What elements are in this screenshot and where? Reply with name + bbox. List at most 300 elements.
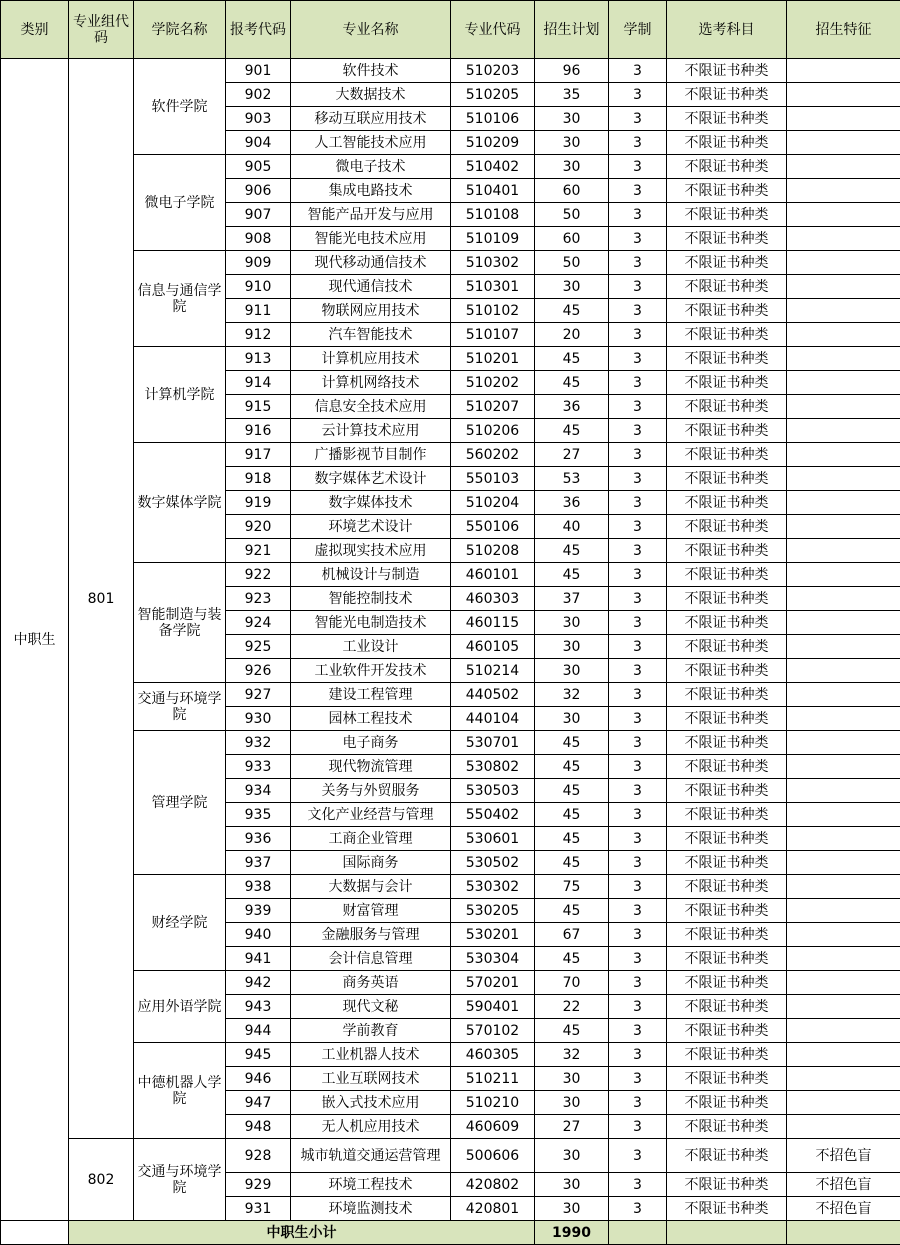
table-row xyxy=(1,563,900,587)
duration-cell: 3 xyxy=(609,443,667,467)
major-name-cell: 计算机应用技术 xyxy=(291,347,451,371)
feature-cell xyxy=(787,851,900,875)
apply-code-cell: 936 xyxy=(226,827,291,851)
duration-cell: 3 xyxy=(609,851,667,875)
subjects-cell: 不限证书种类 xyxy=(667,683,787,707)
subtotal-label: 中职生小计 xyxy=(69,1221,535,1245)
apply-code-cell: 922 xyxy=(226,563,291,587)
duration-cell: 3 xyxy=(609,683,667,707)
subjects-cell: 不限证书种类 xyxy=(667,299,787,323)
major-name-cell: 文化产业经营与管理 xyxy=(291,803,451,827)
major-code-cell: 510203 xyxy=(451,59,535,83)
major-name-cell: 移动互联应用技术 xyxy=(291,107,451,131)
subjects-cell: 不限证书种类 xyxy=(667,251,787,275)
subjects-cell: 不限证书种类 xyxy=(667,1091,787,1115)
subjects-cell: 不限证书种类 xyxy=(667,155,787,179)
feature-cell: 不招色盲 xyxy=(787,1197,900,1221)
plan-cell: 45 xyxy=(535,1019,609,1043)
header-major-code: 专业代码 xyxy=(451,1,535,59)
feature-cell xyxy=(787,1067,900,1091)
major-code-cell: 570201 xyxy=(451,971,535,995)
apply-code-cell: 909 xyxy=(226,251,291,275)
table-body xyxy=(1,59,900,1245)
duration-cell: 3 xyxy=(609,1043,667,1067)
subjects-cell: 不限证书种类 xyxy=(667,371,787,395)
plan-cell: 45 xyxy=(535,947,609,971)
header-row xyxy=(1,1,900,59)
duration-cell: 3 xyxy=(609,923,667,947)
major-name-cell: 现代文秘 xyxy=(291,995,451,1019)
header-feature: 招生特征 xyxy=(787,1,900,59)
feature-cell xyxy=(787,563,900,587)
subjects-cell: 不限证书种类 xyxy=(667,971,787,995)
major-code-cell: 550103 xyxy=(451,467,535,491)
apply-code-cell: 927 xyxy=(226,683,291,707)
duration-cell: 3 xyxy=(609,227,667,251)
plan-cell: 32 xyxy=(535,1043,609,1067)
college-name-cell: 应用外语学院 xyxy=(134,971,226,1043)
plan-cell: 45 xyxy=(535,755,609,779)
apply-code-cell: 911 xyxy=(226,299,291,323)
subjects-cell: 不限证书种类 xyxy=(667,1173,787,1197)
apply-code-cell: 941 xyxy=(226,947,291,971)
plan-cell: 30 xyxy=(535,131,609,155)
subjects-cell: 不限证书种类 xyxy=(667,347,787,371)
subjects-cell: 不限证书种类 xyxy=(667,419,787,443)
subjects-cell: 不限证书种类 xyxy=(667,779,787,803)
major-name-cell: 工业软件开发技术 xyxy=(291,659,451,683)
apply-code-cell: 931 xyxy=(226,1197,291,1221)
duration-cell: 3 xyxy=(609,299,667,323)
subjects-cell: 不限证书种类 xyxy=(667,275,787,299)
major-name-cell: 集成电路技术 xyxy=(291,179,451,203)
major-name-cell: 工业设计 xyxy=(291,635,451,659)
major-code-cell: 510206 xyxy=(451,419,535,443)
feature-cell xyxy=(787,683,900,707)
college-name-cell: 中德机器人学院 xyxy=(134,1043,226,1139)
duration-cell: 3 xyxy=(609,323,667,347)
plan-cell: 45 xyxy=(535,539,609,563)
duration-cell: 3 xyxy=(609,611,667,635)
plan-cell: 75 xyxy=(535,875,609,899)
major-name-cell: 建设工程管理 xyxy=(291,683,451,707)
major-code-cell: 440502 xyxy=(451,683,535,707)
plan-cell: 50 xyxy=(535,203,609,227)
major-code-cell: 510211 xyxy=(451,1067,535,1091)
duration-cell: 3 xyxy=(609,971,667,995)
major-name-cell: 数字媒体技术 xyxy=(291,491,451,515)
major-name-cell: 大数据与会计 xyxy=(291,875,451,899)
subjects-cell: 不限证书种类 xyxy=(667,875,787,899)
major-code-cell: 510209 xyxy=(451,131,535,155)
plan-cell: 45 xyxy=(535,299,609,323)
subjects-cell: 不限证书种类 xyxy=(667,1115,787,1139)
feature-cell xyxy=(787,467,900,491)
feature-cell xyxy=(787,59,900,83)
major-code-cell: 440104 xyxy=(451,707,535,731)
major-code-cell: 530601 xyxy=(451,827,535,851)
plan-cell: 45 xyxy=(535,419,609,443)
subjects-cell: 不限证书种类 xyxy=(667,635,787,659)
duration-cell: 3 xyxy=(609,995,667,1019)
subjects-cell: 不限证书种类 xyxy=(667,395,787,419)
feature-cell xyxy=(787,1115,900,1139)
subjects-cell: 不限证书种类 xyxy=(667,323,787,347)
feature-cell xyxy=(787,539,900,563)
plan-cell: 30 xyxy=(535,659,609,683)
subjects-cell: 不限证书种类 xyxy=(667,899,787,923)
duration-cell: 3 xyxy=(609,275,667,299)
major-code-cell: 530502 xyxy=(451,851,535,875)
table-row xyxy=(1,1043,900,1067)
major-name-cell: 云计算技术应用 xyxy=(291,419,451,443)
apply-code-cell: 920 xyxy=(226,515,291,539)
duration-cell: 3 xyxy=(609,131,667,155)
subjects-cell: 不限证书种类 xyxy=(667,131,787,155)
plan-cell: 35 xyxy=(535,83,609,107)
subjects-cell: 不限证书种类 xyxy=(667,203,787,227)
feature-cell xyxy=(787,515,900,539)
plan-cell: 45 xyxy=(535,899,609,923)
feature-cell xyxy=(787,587,900,611)
subtotal-empty-cell xyxy=(787,1221,900,1245)
apply-code-cell: 906 xyxy=(226,179,291,203)
feature-cell xyxy=(787,227,900,251)
subtotal-empty-cell xyxy=(667,1221,787,1245)
plan-cell: 30 xyxy=(535,107,609,131)
plan-cell: 53 xyxy=(535,467,609,491)
plan-cell: 30 xyxy=(535,611,609,635)
subjects-cell: 不限证书种类 xyxy=(667,1019,787,1043)
apply-code-cell: 930 xyxy=(226,707,291,731)
table-row xyxy=(1,59,900,83)
major-name-cell: 大数据技术 xyxy=(291,83,451,107)
major-name-cell: 学前教育 xyxy=(291,1019,451,1043)
apply-code-cell: 908 xyxy=(226,227,291,251)
apply-code-cell: 945 xyxy=(226,1043,291,1067)
plan-cell: 60 xyxy=(535,179,609,203)
major-code-cell: 510204 xyxy=(451,491,535,515)
major-name-cell: 工业机器人技术 xyxy=(291,1043,451,1067)
feature-cell xyxy=(787,731,900,755)
duration-cell: 3 xyxy=(609,875,667,899)
college-name-cell: 智能制造与装备学院 xyxy=(134,563,226,683)
plan-cell: 20 xyxy=(535,323,609,347)
major-name-cell: 机械设计与制造 xyxy=(291,563,451,587)
plan-cell: 27 xyxy=(535,1115,609,1139)
feature-cell xyxy=(787,995,900,1019)
major-name-cell: 工业互联网技术 xyxy=(291,1067,451,1091)
major-name-cell: 国际商务 xyxy=(291,851,451,875)
duration-cell: 3 xyxy=(609,539,667,563)
subjects-cell: 不限证书种类 xyxy=(667,611,787,635)
header-major: 专业名称 xyxy=(291,1,451,59)
apply-code-cell: 944 xyxy=(226,1019,291,1043)
major-code-cell: 460303 xyxy=(451,587,535,611)
feature-cell xyxy=(787,323,900,347)
duration-cell: 3 xyxy=(609,1197,667,1221)
major-name-cell: 会计信息管理 xyxy=(291,947,451,971)
feature-cell xyxy=(787,635,900,659)
major-name-cell: 商务英语 xyxy=(291,971,451,995)
plan-cell: 36 xyxy=(535,395,609,419)
header-duration: 学制 xyxy=(609,1,667,59)
plan-cell: 96 xyxy=(535,59,609,83)
feature-cell xyxy=(787,179,900,203)
major-name-cell: 智能光电技术应用 xyxy=(291,227,451,251)
group-code-cell: 802 xyxy=(69,1139,134,1221)
plan-cell: 45 xyxy=(535,779,609,803)
major-code-cell: 510107 xyxy=(451,323,535,347)
duration-cell: 3 xyxy=(609,635,667,659)
plan-cell: 22 xyxy=(535,995,609,1019)
plan-cell: 30 xyxy=(535,1067,609,1091)
major-name-cell: 关务与外贸服务 xyxy=(291,779,451,803)
duration-cell: 3 xyxy=(609,1173,667,1197)
plan-cell: 30 xyxy=(535,635,609,659)
plan-cell: 45 xyxy=(535,803,609,827)
apply-code-cell: 903 xyxy=(226,107,291,131)
duration-cell: 3 xyxy=(609,1139,667,1173)
subjects-cell: 不限证书种类 xyxy=(667,587,787,611)
feature-cell xyxy=(787,899,900,923)
college-name-cell: 交通与环境学院 xyxy=(134,1139,226,1221)
major-code-cell: 570102 xyxy=(451,1019,535,1043)
major-code-cell: 420801 xyxy=(451,1197,535,1221)
apply-code-cell: 919 xyxy=(226,491,291,515)
major-name-cell: 城市轨道交通运营管理 xyxy=(291,1139,451,1173)
major-code-cell: 510301 xyxy=(451,275,535,299)
apply-code-cell: 937 xyxy=(226,851,291,875)
duration-cell: 3 xyxy=(609,203,667,227)
major-name-cell: 现代物流管理 xyxy=(291,755,451,779)
major-name-cell: 环境工程技术 xyxy=(291,1173,451,1197)
subtotal-value: 1990 xyxy=(535,1221,609,1245)
feature-cell xyxy=(787,923,900,947)
feature-cell xyxy=(787,275,900,299)
major-code-cell: 460115 xyxy=(451,611,535,635)
major-name-cell: 汽车智能技术 xyxy=(291,323,451,347)
feature-cell xyxy=(787,803,900,827)
major-code-cell: 530205 xyxy=(451,899,535,923)
duration-cell: 3 xyxy=(609,491,667,515)
major-code-cell: 460609 xyxy=(451,1115,535,1139)
subtotal-empty-cell xyxy=(609,1221,667,1245)
major-name-cell: 工商企业管理 xyxy=(291,827,451,851)
apply-code-cell: 912 xyxy=(226,323,291,347)
college-name-cell: 微电子学院 xyxy=(134,155,226,251)
major-name-cell: 环境艺术设计 xyxy=(291,515,451,539)
plan-cell: 70 xyxy=(535,971,609,995)
major-code-cell: 500606 xyxy=(451,1139,535,1173)
major-code-cell: 530701 xyxy=(451,731,535,755)
subjects-cell: 不限证书种类 xyxy=(667,923,787,947)
duration-cell: 3 xyxy=(609,59,667,83)
duration-cell: 3 xyxy=(609,755,667,779)
subjects-cell: 不限证书种类 xyxy=(667,443,787,467)
major-name-cell: 信息安全技术应用 xyxy=(291,395,451,419)
major-name-cell: 财富管理 xyxy=(291,899,451,923)
subjects-cell: 不限证书种类 xyxy=(667,659,787,683)
major-code-cell: 530304 xyxy=(451,947,535,971)
duration-cell: 3 xyxy=(609,107,667,131)
major-name-cell: 软件技术 xyxy=(291,59,451,83)
major-code-cell: 530503 xyxy=(451,779,535,803)
subjects-cell: 不限证书种类 xyxy=(667,539,787,563)
subjects-cell: 不限证书种类 xyxy=(667,83,787,107)
header-group-code: 专业组代码 xyxy=(69,1,134,59)
feature-cell xyxy=(787,827,900,851)
subjects-cell: 不限证书种类 xyxy=(667,179,787,203)
duration-cell: 3 xyxy=(609,419,667,443)
subjects-cell: 不限证书种类 xyxy=(667,947,787,971)
plan-cell: 50 xyxy=(535,251,609,275)
duration-cell: 3 xyxy=(609,707,667,731)
major-name-cell: 人工智能技术应用 xyxy=(291,131,451,155)
plan-cell: 36 xyxy=(535,491,609,515)
major-code-cell: 510401 xyxy=(451,179,535,203)
apply-code-cell: 926 xyxy=(226,659,291,683)
table-row xyxy=(1,443,900,467)
subtotal-spacer xyxy=(1,1221,69,1245)
apply-code-cell: 935 xyxy=(226,803,291,827)
feature-cell xyxy=(787,707,900,731)
duration-cell: 3 xyxy=(609,1019,667,1043)
apply-code-cell: 948 xyxy=(226,1115,291,1139)
duration-cell: 3 xyxy=(609,1115,667,1139)
feature-cell xyxy=(787,299,900,323)
header-apply-code: 报考代码 xyxy=(226,1,291,59)
apply-code-cell: 921 xyxy=(226,539,291,563)
plan-cell: 30 xyxy=(535,155,609,179)
header-category: 类别 xyxy=(1,1,69,59)
major-code-cell: 510202 xyxy=(451,371,535,395)
major-name-cell: 广播影视节目制作 xyxy=(291,443,451,467)
feature-cell xyxy=(787,419,900,443)
plan-cell: 30 xyxy=(535,275,609,299)
feature-cell xyxy=(787,755,900,779)
subtotal-row xyxy=(1,1221,900,1245)
major-name-cell: 微电子技术 xyxy=(291,155,451,179)
duration-cell: 3 xyxy=(609,251,667,275)
subjects-cell: 不限证书种类 xyxy=(667,491,787,515)
major-name-cell: 电子商务 xyxy=(291,731,451,755)
apply-code-cell: 918 xyxy=(226,467,291,491)
duration-cell: 3 xyxy=(609,371,667,395)
apply-code-cell: 923 xyxy=(226,587,291,611)
apply-code-cell: 910 xyxy=(226,275,291,299)
feature-cell xyxy=(787,131,900,155)
duration-cell: 3 xyxy=(609,467,667,491)
duration-cell: 3 xyxy=(609,899,667,923)
apply-code-cell: 932 xyxy=(226,731,291,755)
feature-cell: 不招色盲 xyxy=(787,1173,900,1197)
plan-cell: 30 xyxy=(535,1197,609,1221)
major-code-cell: 510108 xyxy=(451,203,535,227)
apply-code-cell: 925 xyxy=(226,635,291,659)
feature-cell xyxy=(787,611,900,635)
subjects-cell: 不限证书种类 xyxy=(667,995,787,1019)
plan-cell: 60 xyxy=(535,227,609,251)
major-code-cell: 590401 xyxy=(451,995,535,1019)
major-code-cell: 510205 xyxy=(451,83,535,107)
college-name-cell: 计算机学院 xyxy=(134,347,226,443)
subjects-cell: 不限证书种类 xyxy=(667,1067,787,1091)
feature-cell xyxy=(787,1091,900,1115)
table-row xyxy=(1,347,900,371)
plan-cell: 30 xyxy=(535,1091,609,1115)
apply-code-cell: 946 xyxy=(226,1067,291,1091)
major-name-cell: 物联网应用技术 xyxy=(291,299,451,323)
feature-cell xyxy=(787,1019,900,1043)
subjects-cell: 不限证书种类 xyxy=(667,59,787,83)
subjects-cell: 不限证书种类 xyxy=(667,1197,787,1221)
feature-cell xyxy=(787,107,900,131)
plan-cell: 45 xyxy=(535,371,609,395)
plan-cell: 45 xyxy=(535,563,609,587)
plan-cell: 45 xyxy=(535,347,609,371)
major-name-cell: 嵌入式技术应用 xyxy=(291,1091,451,1115)
major-code-cell: 510201 xyxy=(451,347,535,371)
major-code-cell: 550106 xyxy=(451,515,535,539)
apply-code-cell: 917 xyxy=(226,443,291,467)
header-plan: 招生计划 xyxy=(535,1,609,59)
duration-cell: 3 xyxy=(609,83,667,107)
major-name-cell: 现代移动通信技术 xyxy=(291,251,451,275)
feature-cell xyxy=(787,203,900,227)
major-code-cell: 460101 xyxy=(451,563,535,587)
major-code-cell: 460305 xyxy=(451,1043,535,1067)
apply-code-cell: 940 xyxy=(226,923,291,947)
major-name-cell: 环境监测技术 xyxy=(291,1197,451,1221)
college-name-cell: 交通与环境学院 xyxy=(134,683,226,731)
table-row xyxy=(1,1139,900,1173)
subjects-cell: 不限证书种类 xyxy=(667,227,787,251)
major-code-cell: 510207 xyxy=(451,395,535,419)
plan-cell: 30 xyxy=(535,1173,609,1197)
major-name-cell: 现代通信技术 xyxy=(291,275,451,299)
feature-cell xyxy=(787,395,900,419)
feature-cell xyxy=(787,779,900,803)
apply-code-cell: 916 xyxy=(226,419,291,443)
duration-cell: 3 xyxy=(609,179,667,203)
subjects-cell: 不限证书种类 xyxy=(667,803,787,827)
subjects-cell: 不限证书种类 xyxy=(667,851,787,875)
apply-code-cell: 933 xyxy=(226,755,291,779)
major-name-cell: 智能控制技术 xyxy=(291,587,451,611)
college-name-cell: 管理学院 xyxy=(134,731,226,875)
apply-code-cell: 915 xyxy=(226,395,291,419)
feature-cell xyxy=(787,155,900,179)
major-name-cell: 数字媒体艺术设计 xyxy=(291,467,451,491)
subjects-cell: 不限证书种类 xyxy=(667,755,787,779)
major-code-cell: 510302 xyxy=(451,251,535,275)
plan-cell: 32 xyxy=(535,683,609,707)
duration-cell: 3 xyxy=(609,563,667,587)
feature-cell xyxy=(787,659,900,683)
major-name-cell: 智能产品开发与应用 xyxy=(291,203,451,227)
header-subjects: 选考科目 xyxy=(667,1,787,59)
apply-code-cell: 901 xyxy=(226,59,291,83)
major-code-cell: 530802 xyxy=(451,755,535,779)
subjects-cell: 不限证书种类 xyxy=(667,563,787,587)
apply-code-cell: 905 xyxy=(226,155,291,179)
duration-cell: 3 xyxy=(609,347,667,371)
plan-cell: 30 xyxy=(535,707,609,731)
apply-code-cell: 929 xyxy=(226,1173,291,1197)
duration-cell: 3 xyxy=(609,731,667,755)
major-name-cell: 无人机应用技术 xyxy=(291,1115,451,1139)
